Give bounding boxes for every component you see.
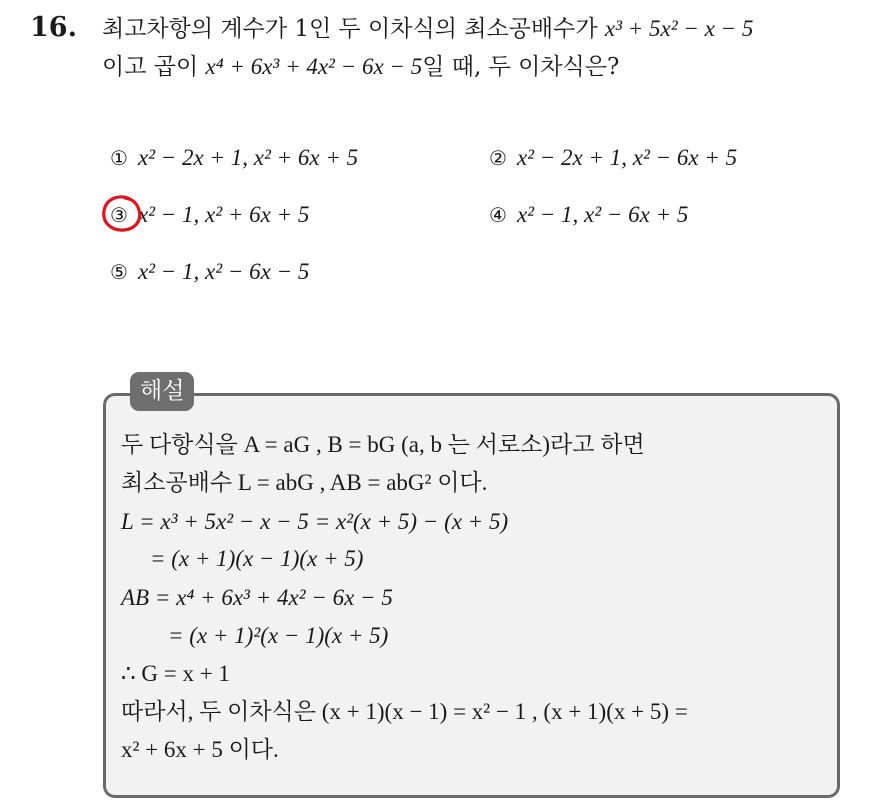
choice-3-text: x² − 1, x² + 6x + 5	[137, 202, 310, 227]
solution-line-7: ∴ G = x + 1	[121, 661, 230, 686]
choice-4[interactable]	[489, 200, 688, 230]
solution-line-4: = (x + 1)(x − 1)(x + 5)	[150, 546, 364, 571]
question-text-1: 최고차항의 계수가 1인 두 이차식의 최소공배수가	[102, 16, 605, 42]
choice-1-text: x² − 2x + 1, x² + 6x + 5	[137, 145, 359, 170]
choice-2-number: ②	[489, 146, 507, 170]
lcm-expression: x³ + 5x² − x − 5	[604, 16, 754, 41]
solution-line-1: 두 다항식을 A = aG , B = bG (a, b 는 서로소)라고 하면	[121, 432, 645, 457]
product-expression: x⁴ + 6x³ + 4x² − 6x − 5	[205, 54, 423, 79]
choice-2[interactable]	[489, 143, 737, 173]
question-line-1	[102, 14, 753, 44]
choice-1[interactable]	[110, 143, 358, 173]
choice-2-text: x² − 2x + 1, x² − 6x + 5	[516, 145, 738, 170]
choice-5[interactable]	[110, 257, 309, 287]
solution-line-3: L = x³ + 5x² − x − 5 = x²(x + 5) − (x + 5)	[121, 509, 509, 534]
solution-line-2: 최소공배수 L = abG , AB = abG² 이다.	[121, 470, 488, 495]
choice-4-text: x² − 1, x² − 6x + 5	[516, 202, 689, 227]
question-line-2	[102, 52, 619, 82]
choice-1-number: ①	[110, 146, 128, 170]
choice-5-number: ⑤	[110, 260, 128, 284]
solution-line-6: = (x + 1)²(x − 1)(x + 5)	[168, 623, 389, 648]
choice-3-number: ③	[110, 203, 128, 227]
question-number: 16.	[30, 12, 77, 43]
solution-line-5: AB = x⁴ + 6x³ + 4x² − 6x − 5	[121, 585, 393, 610]
answer-circle-mark	[100, 193, 144, 235]
choice-5-text: x² − 1, x² − 6x − 5	[137, 259, 310, 284]
question-text-2b: 일 때, 두 이차식은?	[422, 54, 620, 80]
choice-4-number: ④	[489, 203, 507, 227]
solution-tag: 해설	[130, 372, 194, 411]
solution-line-9: x² + 6x + 5 이다.	[121, 737, 279, 762]
solution-line-8: 따라서, 두 이차식은 (x + 1)(x − 1) = x² − 1 , (x + 1)(x + 5) =	[121, 699, 688, 724]
question-text-2a: 이고 곱이	[102, 54, 206, 80]
